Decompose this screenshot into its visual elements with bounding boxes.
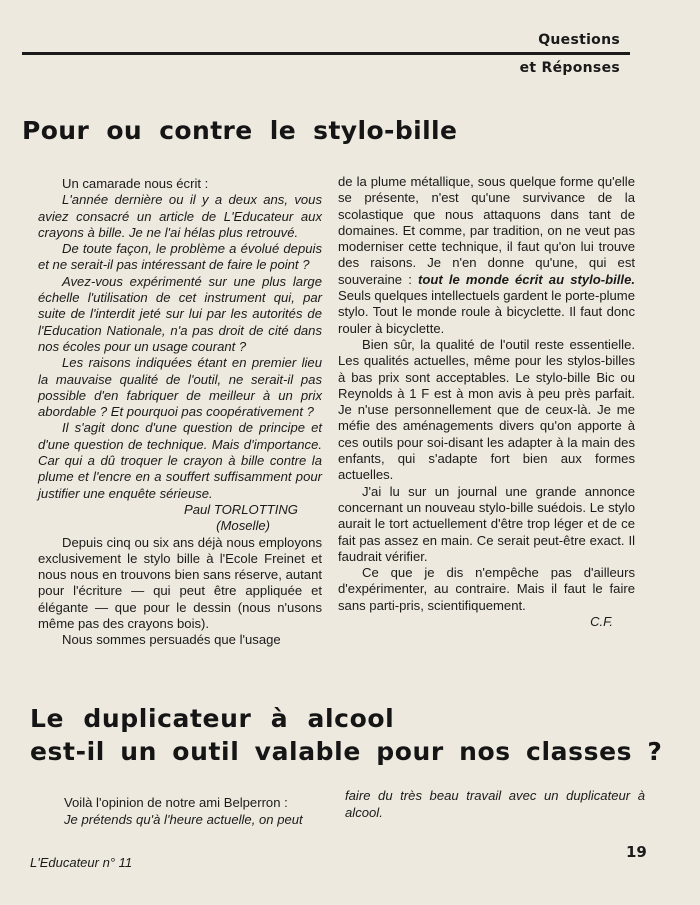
reply-paragraph-continued (338, 174, 635, 337)
reply-paragraph: Ce que je dis n'empêche pas d'ailleurs d'expérimenter, au contraire. Mais il faut le faire sans parti-pris, scientifiquement. (338, 565, 635, 613)
article1-right-column (338, 174, 635, 630)
article1-left-column (38, 176, 322, 648)
signature-place: (Moselle) (216, 518, 270, 534)
page-number: 19 (626, 843, 647, 861)
section-label-questions: Questions (538, 32, 620, 48)
article-title-duplicateur-line1: Le duplicateur à alcool (30, 704, 395, 733)
article2-left-column (64, 795, 334, 828)
article2-quote-start: Je prétends qu'à l'heure actuelle, on peut (64, 811, 303, 827)
signature-name: Paul TORLOTTING (184, 501, 298, 517)
header-rule (22, 52, 630, 55)
letter-paragraph: De toute façon, le problème a évolué depuis et ne serait-il pas intéressant de faire le point ? (38, 241, 322, 273)
reply-text-end: Seuls quelques intellectuels gardent le porte-plume stylo. Tout le monde roule à bicyclette. Il faut donc rouler à bicyclette. (338, 288, 635, 336)
author-initials: C.F. (590, 614, 613, 630)
letter-paragraph: Avez-vous expérimenté sur une plus large échelle l'utilisation de cet instrument qui, par suite de l'interdit jeté sur lui par les autorités de l'Education Nationale, n'a pas droit de cité dans nos écoles pour un usage courant ? (38, 273, 322, 354)
reply-continuation: de la plume métallique, sous quelque forme qu'elle se présente, n'est qu'une survivance de la scolastique que nous attaquons dans tant de domaines. Et comme, par tradition, on ne veut pas moderniser cette technique, il faut qu'on lui trouve des raisons. Je n'en donne qu'une, qui est souveraine : (338, 174, 635, 287)
reply-paragraph: J'ai lu sur un journal une grande annonce concernant un nouveau stylo-bille suédois. Le stylo aurait le tort actuellement d'être trop léger et de ce fait pas assez en main. Ce serait peut-être exact. Il faudrait vérifier. (338, 483, 635, 564)
article-title-duplicateur-line2: est-il un outil valable pour nos classes ? (30, 737, 663, 766)
letter-paragraph: L'année dernière ou il y a deux ans, vous aviez consacré un article de L'Educateur aux crayons à bille. Je ne l'ai hélas plus retrouvé. (38, 192, 322, 240)
article2-right-column (345, 788, 645, 821)
letter-paragraph: Il s'agit donc d'une question de principe et d'une question de technique. Mais d'importance. Car qui a dû troquer le crayon à bille contre la plume et l'encre en a souffert suffisamment pour justifier une enquête sérieuse. (38, 420, 322, 501)
article2-intro: Voilà l'opinion de notre ami Belperron : (64, 795, 288, 810)
reply-paragraph: Bien sûr, la qualité de l'outil reste essentielle. Les qualités actuelles, même pour les stylos-billes à bas prix sont acceptables. Le stylo-bille Bic ou Reynolds à 1 F est à mon avis à peu près parfait. Je n'use personnellement que de ceux-là. Je me méfie des aménagements divers qu'on apporte à ces outils pour soi-disant les adapter à la main des enfants, qui s'adapte fort bien aux formes actuelles. (338, 336, 635, 483)
publication-name: L'Educateur n° 11 (30, 855, 133, 870)
section-label-reponses: et Réponses (519, 60, 620, 76)
letter-paragraph: Les raisons indiquées étant en premier lieu la mauvaise qualité de l'outil, ne serait-il pas possible d'en fabriquer de meilleur à un prix abordable ? Et pourquoi pas coopérativement ? (38, 355, 322, 420)
reply-paragraph-start: Nous sommes persuadés que l'usage (62, 632, 281, 648)
reply-emphasis: tout le monde écrit au stylo-bille. (418, 271, 635, 287)
letter-intro: Un camarade nous écrit : (62, 176, 209, 191)
article2-quote-end: faire du très beau travail avec un duplicateur à alcool. (345, 788, 645, 820)
article-title-stylo-bille: Pour ou contre le stylo-bille (22, 116, 458, 145)
reply-paragraph: Depuis cinq ou six ans déjà nous employons exclusivement le stylo bille à l'Ecole Freinet et nous nous en trouvons bien sans réserve, autant pour l'écriture — qui peut être appliquée et élégante — que pour le dessin (nous n'usons même pas des crayons bois). (38, 534, 322, 632)
